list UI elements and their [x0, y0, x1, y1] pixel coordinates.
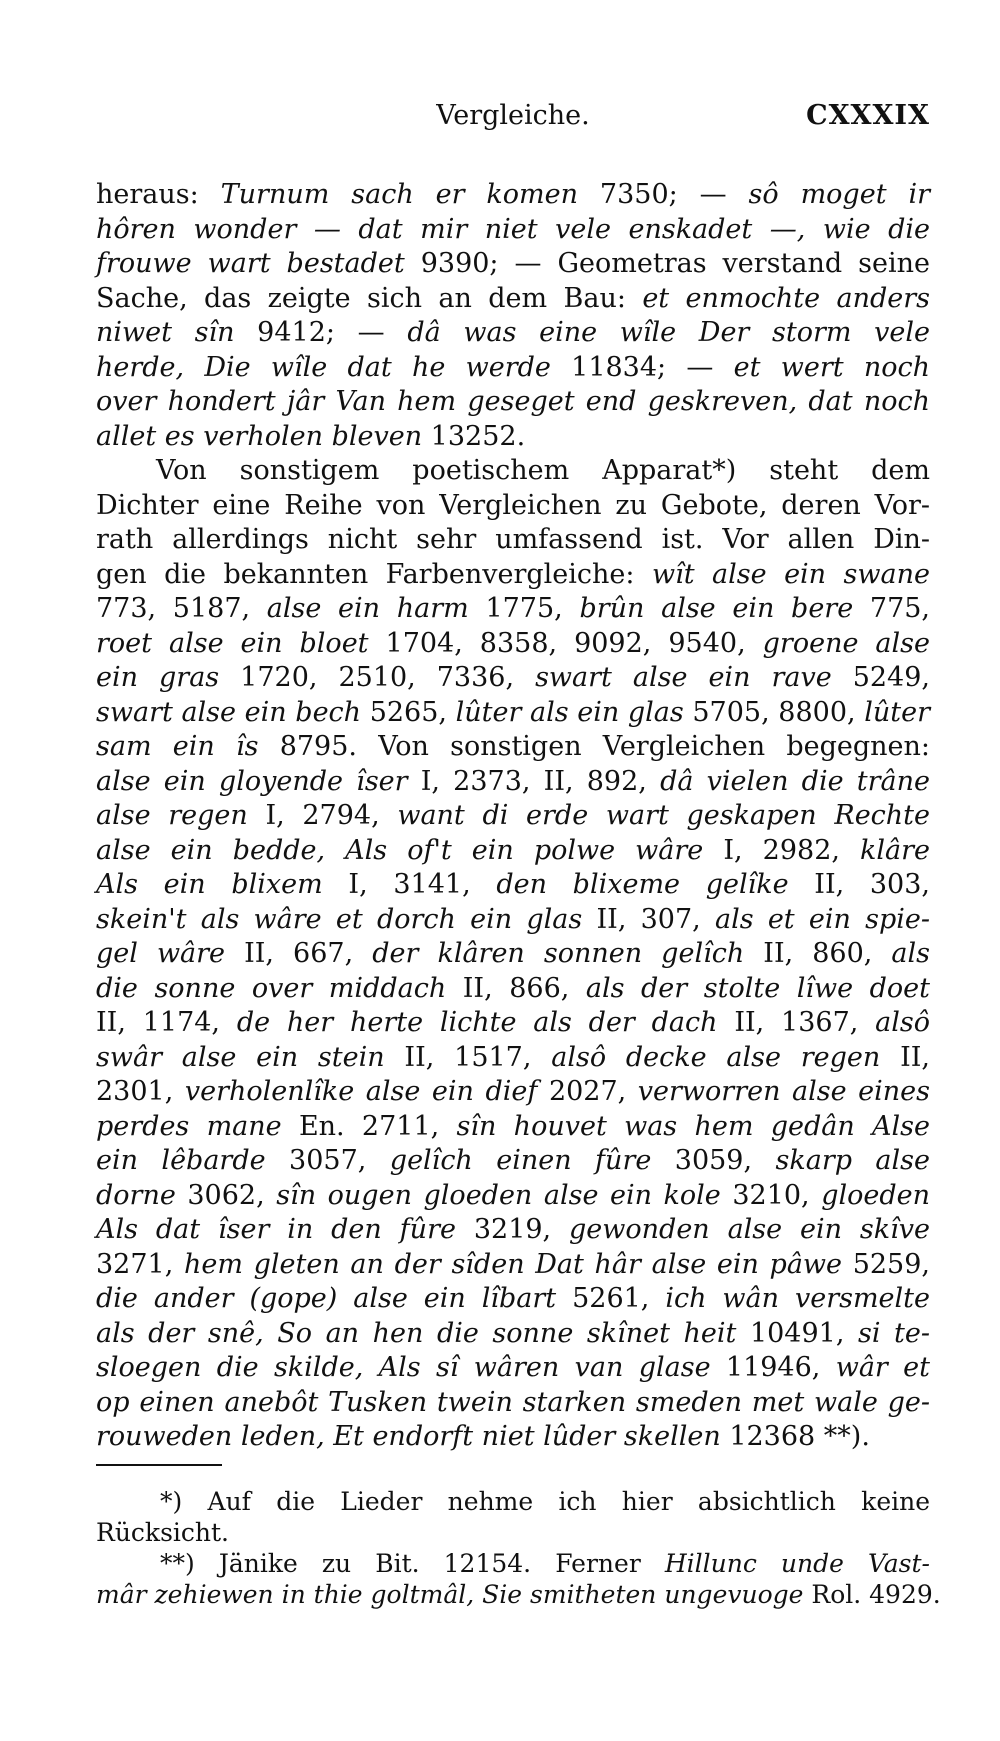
- text-line: [96, 558, 930, 593]
- footnote-line: [96, 1579, 941, 1610]
- text-run: II, 860,: [744, 938, 892, 969]
- text-line: [96, 730, 930, 765]
- italic-quote: roet alse ein bloet: [96, 627, 369, 659]
- text-line: [96, 696, 930, 731]
- text-run: 3271,: [96, 1248, 184, 1280]
- italic-quote: swâr alse ein stein: [96, 1041, 385, 1073]
- italic-quote: skein't als wâre et dorch ein glas: [96, 903, 583, 935]
- italic-quote: brûn alse ein bere: [579, 593, 854, 624]
- text-run: 8795. Von sonstigen Vergleichen begegnen:: [258, 731, 930, 762]
- text-run: I, 2982,: [703, 834, 861, 866]
- text-run: 13252.: [422, 420, 526, 452]
- text-run: Dichter eine Reihe von Vergleichen zu Gebote, deren Vor-: [96, 489, 930, 521]
- italic-quote: op einen anebôt Tusken twein starken smeden met wale ge-: [96, 1386, 930, 1418]
- running-header: [96, 100, 930, 144]
- text-run: heraus:: [96, 179, 221, 210]
- italic-quote: gel wâre: [96, 938, 226, 969]
- italic-quote: sô moget ir: [748, 179, 930, 210]
- text-line: [96, 523, 930, 558]
- text-run: 11834; —: [550, 351, 734, 383]
- italic-quote: als der stolte lîwe doet: [585, 972, 930, 1004]
- italic-quote: gewonden alse ein skîve: [569, 1214, 930, 1245]
- italic-quote: Turnum sach er komen: [220, 179, 578, 210]
- text-run: 3062,: [175, 1179, 277, 1211]
- text-line: [96, 1075, 930, 1110]
- text-run: gen die bekannten Farbenvergleiche:: [96, 558, 652, 590]
- text-line: [96, 178, 930, 213]
- text-run: rath allerdings nicht sehr umfassend ist. Vor allen Din-: [96, 524, 930, 555]
- italic-quote: dâ vielen die trâne: [660, 765, 930, 797]
- text-run: 775,: [853, 593, 931, 624]
- text-line: [96, 1006, 930, 1041]
- italic-quote: verworren alse eines: [637, 1076, 930, 1107]
- text-run: 9390; — Geometras verstand seine: [404, 248, 930, 279]
- italic-quote: wâr et: [835, 1352, 930, 1383]
- italic-quote: mâr zehiewen in thie goltmâl, Sie smitheten ungevuoge: [96, 1580, 804, 1609]
- text-run: 5705, 8800,: [683, 696, 865, 728]
- italic-quote: gelîch einen fûre: [389, 1145, 652, 1176]
- text-run: 11946,: [710, 1352, 836, 1383]
- text-run: Rücksicht.: [96, 1518, 229, 1547]
- text-line: [96, 351, 930, 386]
- italic-quote: sîn ougen gloeden alse ein kole: [276, 1179, 721, 1211]
- italic-quote: et enmochte anders: [642, 282, 930, 314]
- text-line: [96, 1110, 930, 1145]
- italic-quote: als: [891, 938, 931, 969]
- text-line: [96, 247, 930, 282]
- text-run: 1720, 2510, 7336,: [219, 662, 536, 693]
- text-run: Rol. 4929.: [803, 1580, 941, 1609]
- text-run: II, 303,: [788, 869, 930, 900]
- text-run: 5259,: [842, 1248, 930, 1280]
- text-line: [96, 454, 930, 489]
- text-run: II, 1174,: [96, 1007, 237, 1038]
- italic-quote: frouwe wart bestadet: [96, 248, 405, 279]
- text-run: 5261,: [556, 1283, 666, 1314]
- text-line: [96, 903, 930, 938]
- text-line: [96, 661, 930, 696]
- text-run: 5249,: [831, 662, 931, 693]
- italic-quote: die ander (gope) alse ein lîbart: [96, 1283, 557, 1314]
- italic-quote: sam ein îs: [96, 731, 259, 762]
- italic-quote: Als dat îser in den fûre: [96, 1214, 456, 1245]
- page-number: CXXXIX: [806, 100, 930, 131]
- text-run: II,: [880, 1041, 931, 1073]
- italic-quote: lûter als ein glas: [455, 696, 684, 728]
- italic-quote: alse ein harm: [266, 593, 469, 624]
- text-run: II, 1517,: [384, 1041, 552, 1073]
- text-line: [96, 765, 930, 800]
- italic-quote: swart alse ein rave: [535, 662, 832, 693]
- text-run: II, 866,: [446, 972, 586, 1004]
- italic-quote: over hondert jâr Van hem geseget end geskreven, dat noch: [96, 386, 930, 417]
- italic-quote: wît alse ein swane: [651, 558, 930, 590]
- italic-quote: dorne: [96, 1179, 176, 1211]
- italic-quote: alse regen: [96, 800, 248, 831]
- text-line: [96, 420, 930, 455]
- text-run: I, 2373, II, 892,: [407, 765, 661, 797]
- text-run: 5265,: [361, 696, 456, 728]
- text-line: [96, 1041, 930, 1076]
- italic-quote: swart alse ein bech: [96, 696, 362, 728]
- text-line: [96, 1420, 930, 1455]
- text-run: II, 307,: [582, 903, 715, 935]
- body-text: [96, 178, 930, 1455]
- text-line: [96, 627, 930, 662]
- italic-quote: verholenlîke alse ein dief: [184, 1076, 538, 1107]
- text-line: [96, 1317, 930, 1352]
- italic-quote: si te-: [858, 1317, 931, 1349]
- text-line: [96, 937, 930, 972]
- italic-quote: ein gras: [96, 662, 220, 693]
- text-run: I, 3141,: [322, 869, 497, 900]
- text-run: 3059,: [651, 1145, 776, 1176]
- italic-quote: groene alse: [762, 627, 930, 659]
- italic-quote: herde, Die wîle dat he werde: [96, 351, 551, 383]
- italic-quote: sloegen die skilde, Als sî wâren van glase: [96, 1352, 711, 1383]
- italic-quote: niwet sîn: [96, 317, 235, 348]
- text-line: [96, 1282, 930, 1317]
- text-line: [96, 385, 930, 420]
- text-line: [96, 1386, 930, 1421]
- italic-quote: skarp alse: [775, 1145, 931, 1176]
- footnote-line: [96, 1517, 930, 1548]
- text-run: **) Jänike zu Bit. 12154. Ferner: [160, 1549, 665, 1578]
- footnote-line: [96, 1486, 930, 1517]
- text-line: [96, 1351, 930, 1386]
- italic-quote: dâ was eine wîle Der storm vele: [407, 317, 930, 348]
- italic-quote: hôren wonder — dat mir niet vele enskadet —, wie die: [96, 213, 930, 245]
- italic-quote: die sonne over middach: [96, 972, 447, 1004]
- italic-quote: Hillunc unde Vast-: [664, 1549, 930, 1578]
- italic-quote: hem gleten an der sîden Dat hâr alse ein pâwe: [183, 1248, 843, 1280]
- text-run: 773, 5187,: [96, 593, 267, 624]
- italic-quote: rouweden leden, Et endorft niet lûder skellen: [96, 1421, 721, 1452]
- italic-quote: der klâren sonnen gelîch: [372, 938, 745, 969]
- italic-quote: als et ein spie-: [715, 903, 931, 935]
- italic-quote: perdes mane: [96, 1110, 282, 1142]
- italic-quote: Als ein blixem: [96, 869, 323, 900]
- italic-quote: allet es verholen bleven: [96, 420, 423, 452]
- text-line: [96, 868, 930, 903]
- italic-quote: lûter: [864, 696, 930, 728]
- text-run: 2301,: [96, 1076, 185, 1107]
- italic-quote: als der snê, So an hen die sonne skînet heit: [96, 1317, 737, 1349]
- text-run: 10491,: [736, 1317, 858, 1349]
- italic-quote: klâre: [860, 834, 930, 866]
- italic-quote: alsô decke alse regen: [551, 1041, 881, 1073]
- text-run: II, 1367,: [717, 1007, 876, 1038]
- italic-quote: gloeden: [821, 1179, 930, 1211]
- italic-quote: den blixeme gelîke: [496, 869, 789, 900]
- running-title: Vergleiche.: [436, 100, 590, 131]
- italic-quote: alse ein bedde, Als of't ein polwe wâre: [96, 834, 704, 866]
- text-line: [96, 799, 930, 834]
- text-line: [96, 592, 930, 627]
- text-line: [96, 1248, 930, 1283]
- footnote-line: [96, 1548, 930, 1579]
- text-line: [96, 282, 930, 317]
- text-run: 12368 **).: [720, 1421, 870, 1452]
- text-run: 3210,: [720, 1179, 822, 1211]
- text-line: [96, 316, 930, 351]
- text-run: 3219,: [455, 1214, 570, 1245]
- text-run: 1775,: [468, 593, 580, 624]
- text-line: [96, 489, 930, 524]
- text-line: [96, 1144, 930, 1179]
- text-line: [96, 1213, 930, 1248]
- italic-quote: alse ein gloyende îser: [96, 765, 408, 797]
- text-run: 1704, 8358, 9092, 9540,: [368, 627, 763, 659]
- text-run: *) Auf die Lieder nehme ich hier absichtlich keine: [160, 1487, 930, 1516]
- italic-quote: alsô: [875, 1007, 930, 1038]
- footnotes: [96, 1486, 941, 1610]
- text-line: [96, 1179, 930, 1214]
- text-run: 3057,: [265, 1145, 390, 1176]
- text-run: 7350; —: [578, 179, 749, 210]
- text-run: 2027,: [537, 1076, 638, 1107]
- italic-quote: et wert noch: [733, 351, 930, 383]
- text-run: Von sonstigem poetischem Apparat*) steht dem: [156, 455, 930, 486]
- italic-quote: ein lêbarde: [96, 1145, 266, 1176]
- text-line: [96, 972, 930, 1007]
- italic-quote: sîn houvet was hem gedân Alse: [456, 1110, 931, 1142]
- text-line: [96, 213, 930, 248]
- text-run: Sache, das zeigte sich an dem Bau:: [96, 282, 643, 314]
- italic-quote: ich wân versmelte: [665, 1283, 931, 1314]
- text-line: [96, 834, 930, 869]
- text-run: II, 667,: [225, 938, 373, 969]
- italic-quote: de her herte lichte als der dach: [236, 1007, 718, 1038]
- footnote-rule: [96, 1464, 222, 1466]
- text-run: En. 2711,: [281, 1110, 457, 1142]
- text-run: 9412; —: [234, 317, 408, 348]
- text-run: I, 2794,: [247, 800, 398, 831]
- italic-quote: want di erde wart geskapen Rechte: [397, 800, 931, 831]
